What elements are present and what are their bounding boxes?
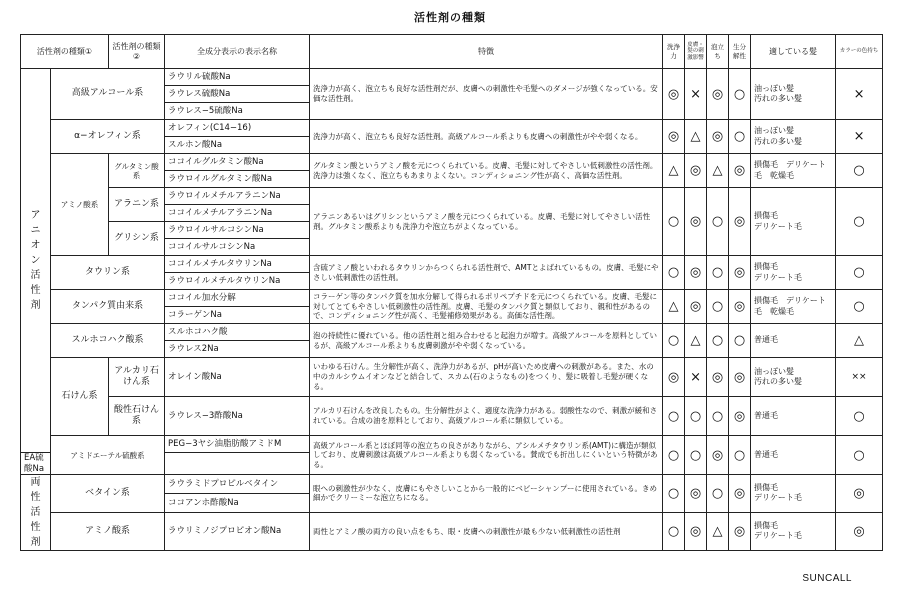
mark-biodegradability: ○ xyxy=(729,69,751,120)
mark-irritation: ◎ xyxy=(685,475,707,512)
mark-irritation: × xyxy=(685,358,707,397)
suited-hair: 損傷毛 デリケート毛 乾燥毛 xyxy=(751,290,836,324)
component-name: ラウレス−5硫酸Na xyxy=(165,103,310,120)
component-name: ラウレス硫酸Na xyxy=(165,86,310,103)
component-name: ココイルサルコシンNa xyxy=(165,239,310,256)
mark-detergency: △ xyxy=(663,154,685,188)
component-name: オレフィン(C14−16) xyxy=(165,120,310,137)
surfactant-table xyxy=(20,34,883,551)
component-name: ココイルグルタミン酸Na xyxy=(165,154,310,171)
header-foaming: 泡立ち xyxy=(707,35,729,69)
suited-hair xyxy=(751,69,836,120)
mark-color: × xyxy=(836,69,883,120)
feature-text: 高級アルコール系とほぼ同等の泡立ちの良さがありながら、アシルメチタウリン系(AMT)に構造が類似しており、皮膚刺激は高級アルコール系よりも弱くなっている。賛成でも折出しにくいという特徴がある。 xyxy=(310,436,663,475)
mark-biodegradability: ◎ xyxy=(729,290,751,324)
mark-foaming: ○ xyxy=(707,397,729,436)
component-name: オレイン酸Na xyxy=(165,358,310,397)
mark-foaming: ○ xyxy=(707,324,729,358)
mark-biodegradability: ○ xyxy=(729,120,751,154)
mark-irritation: ○ xyxy=(685,397,707,436)
feature-text: 両性とアミノ酸の両方の良い点をもち、眼・皮膚への刺激性が最も少ない低刺激性の活性剤 xyxy=(310,512,663,551)
group-name: 石けん系 xyxy=(51,358,109,436)
component-name: ラウラミドプロピルベタイン xyxy=(165,475,310,494)
table-row xyxy=(21,324,883,341)
anionic-label xyxy=(21,69,51,453)
table-row xyxy=(21,256,883,273)
component-name: PEG−3ヤシ油脂肪酸アミドM xyxy=(165,436,310,453)
table-row xyxy=(21,397,883,436)
component-name: ココイルメチルアラニンNa xyxy=(165,205,310,222)
header-type2: 活性剤の種類② xyxy=(109,35,165,69)
suited-line: 汚れの多い髪 xyxy=(754,94,803,103)
header-suited: 適している髪 xyxy=(751,35,836,69)
header-biodegradability: 生分解性 xyxy=(729,35,751,69)
suited-line: デリケート毛 xyxy=(754,221,802,231)
mark-detergency: ◎ xyxy=(663,120,685,154)
suited-line: 損傷毛 xyxy=(754,483,779,493)
mark-biodegradability: ○ xyxy=(729,436,751,475)
mark-color: ○ xyxy=(836,154,883,188)
component-name: EA硫酸Na xyxy=(21,453,51,475)
component-name: ラウレス−3酢酸Na xyxy=(165,397,310,436)
mark-irritation: △ xyxy=(685,120,707,154)
mark-foaming: ○ xyxy=(707,188,729,256)
suited-hair: 普通毛 xyxy=(751,397,836,436)
mark-detergency: ○ xyxy=(663,397,685,436)
mark-irritation: ◎ xyxy=(685,154,707,188)
suited-hair xyxy=(751,256,836,290)
group-name: アミノ酸系 xyxy=(51,154,109,256)
table-row xyxy=(21,120,883,137)
mark-irritation: ◎ xyxy=(685,188,707,256)
mark-detergency: ○ xyxy=(663,512,685,551)
mark-irritation: △ xyxy=(685,324,707,358)
suited-line: 汚れの多い髪 xyxy=(754,136,803,146)
mark-biodegradability: ◎ xyxy=(729,188,751,256)
mark-color: ○ xyxy=(836,290,883,324)
group-name: ベタイン系 xyxy=(51,475,165,512)
suited-hair: 普通毛 xyxy=(751,324,836,358)
table-row xyxy=(21,290,883,307)
feature-text: コラーゲン等のタンパク質を加水分解して得られるポリペプチドを元につくられている。皮膚、毛髪に対してとてもやさしい低刺激性の活性剤。皮膚、毛髪のタンパク質と類似しており、親和性があるので、コンディショニング性が高く、毛髪補修効果がある。高価な活性剤。 xyxy=(310,290,663,324)
mark-foaming: ○ xyxy=(707,256,729,290)
mark-detergency: ○ xyxy=(663,324,685,358)
suited-line: 損傷毛 xyxy=(754,211,779,221)
anionic-text: ア ニ オ ン 活 性 剤 xyxy=(30,210,41,311)
suited-line: 油っぽい髪 xyxy=(754,366,795,376)
amphoteric-label xyxy=(21,475,51,551)
mark-irritation: ○ xyxy=(685,436,707,475)
group-name: タウリン系 xyxy=(51,256,165,290)
page-title: 活性剤の種類 xyxy=(414,11,486,24)
component-name: ラウロイルメチルアラニンNa xyxy=(165,188,310,205)
mark-biodegradability: ◎ xyxy=(729,256,751,290)
component-name: スルホン酸Na xyxy=(165,137,310,154)
mark-foaming: ◎ xyxy=(707,69,729,120)
mark-color: ◎ xyxy=(836,512,883,551)
suited-line: 油っぽい髪 xyxy=(754,126,795,136)
suited-hair xyxy=(751,512,836,551)
suited-line: 汚れの多い髪 xyxy=(754,377,803,386)
subgroup-name: アラニン系 xyxy=(109,188,165,222)
mark-biodegradability: ◎ xyxy=(729,512,751,551)
subgroup-name: グリシン系 xyxy=(109,222,165,256)
table-row xyxy=(21,436,883,453)
component-name: ラウロイルグルタミン酸Na xyxy=(165,171,310,188)
mark-foaming: ○ xyxy=(707,290,729,324)
mark-foaming: △ xyxy=(707,154,729,188)
amphoteric-text: 両 性 活 性 剤 xyxy=(30,477,41,549)
suited-line: デリケート毛 xyxy=(754,272,802,282)
component-name: ココアンホ酢酸Na xyxy=(165,493,310,512)
suited-line: デリケート毛 xyxy=(754,531,802,541)
suited-line: 損傷毛 xyxy=(754,262,779,272)
component-name: ココイルメチルタウリンNa xyxy=(165,256,310,273)
mark-color: ○ xyxy=(836,188,883,256)
feature-text: アルカリ石けんを改良したもの。生分解性がよく、適度な洗浄力がある。弱酸性なので、刺激が緩和されている。合成の油を原料としており、高級アルコール系に類似している。 xyxy=(310,397,663,436)
mark-color: ○ xyxy=(836,436,883,475)
mark-foaming: ○ xyxy=(707,475,729,512)
mark-irritation: ◎ xyxy=(685,290,707,324)
suited-line: 損傷毛 xyxy=(754,521,779,531)
suited-hair xyxy=(751,358,836,397)
suited-hair xyxy=(751,120,836,154)
suited-hair xyxy=(751,475,836,512)
group-name: 高級アルコール系 xyxy=(51,69,165,120)
subgroup-name: グルタミン酸系 xyxy=(109,154,165,188)
feature-text: アラニンあるいはグリシンというアミノ酸を元につくられている。皮膚、毛髪に対してやさしい活性剤。グルタミン酸系よりも洗浄力や泡立ちがよくなっている。 xyxy=(310,188,663,256)
mark-color: ×× xyxy=(836,358,883,397)
group-name: α−オレフィン系 xyxy=(51,120,165,154)
suited-line: デリケート毛 xyxy=(754,493,802,503)
group-name: アミノ酸系 xyxy=(51,512,165,551)
brand-footer: SUNCALL xyxy=(802,573,852,584)
header-name: 全成分表示の表示名称 xyxy=(165,35,310,69)
feature-text: 含硫アミノ酸といわれるタウリンからつくられる活性剤で、AMTとよばれているもの。皮膚、毛髪にやさしい低刺激性の活性剤。 xyxy=(310,256,663,290)
component-name: ラウレス2Na xyxy=(165,341,310,358)
header-row xyxy=(21,35,883,69)
mark-foaming: △ xyxy=(707,512,729,551)
subgroup-name: 酸性石けん系 xyxy=(109,397,165,436)
component-name: ココイル加水分解 xyxy=(165,290,310,307)
mark-biodegradability: ◎ xyxy=(729,154,751,188)
feature-text: 泡の持続性に優れている。他の活性剤と組み合わせると起泡力が増す。高級アルコールを原料としているが、高級アルコール系よりも皮膚刺激がやや弱くなっている。 xyxy=(310,324,663,358)
group-name: アミドエーテル硫酸系 xyxy=(51,436,165,475)
suited-line: 油っぽい髪 xyxy=(754,83,795,93)
group-name: タンパク質由来系 xyxy=(51,290,165,324)
table-row xyxy=(21,154,883,171)
feature-text: 眼への刺激性が少なく、皮膚にもやさしいことから一般的にベビーシャンプーに使用されている。きめ細かでクリーミーな泡立ちになる。 xyxy=(310,475,663,512)
mark-biodegradability: ○ xyxy=(729,324,751,358)
table-row xyxy=(21,512,883,551)
mark-detergency: ○ xyxy=(663,256,685,290)
header-detergency: 洗浄力 xyxy=(663,35,685,69)
suited-hair: 普通毛 xyxy=(751,436,836,475)
mark-irritation: × xyxy=(685,69,707,120)
mark-irritation: ◎ xyxy=(685,256,707,290)
header-feature: 特徴 xyxy=(310,35,663,69)
table-row xyxy=(21,69,883,86)
mark-biodegradability: ◎ xyxy=(729,475,751,512)
component-name: ラウリル硫酸Na xyxy=(165,69,310,86)
mark-foaming: ◎ xyxy=(707,120,729,154)
group-name: スルホコハク酸系 xyxy=(51,324,165,358)
header-irritation: 皮膚・髪の刺激影響 xyxy=(685,35,707,69)
mark-detergency: △ xyxy=(663,290,685,324)
mark-color: ○ xyxy=(836,256,883,290)
mark-detergency: ◎ xyxy=(663,69,685,120)
mark-color: △ xyxy=(836,324,883,358)
subgroup-name: アルカリ石けん系 xyxy=(109,358,165,397)
component-name: スルホコハク酸 xyxy=(165,324,310,341)
feature-text: 洗浄力が高く、泡立ちも良好な活性剤だが、皮膚への刺激性や毛髪へのダメージが強くなっている。安価な活性剤。 xyxy=(310,69,663,120)
table-row xyxy=(21,358,883,397)
mark-color: ○ xyxy=(836,397,883,436)
mark-color: ◎ xyxy=(836,475,883,512)
mark-detergency: ○ xyxy=(663,188,685,256)
feature-text: グルタミン酸というアミノ酸を元につくられている。皮膚、毛髪に対してやさしい低刺激性の活性剤。洗浄力は強くなく、泡立ちもあまりよくない。コンディショニング性が高く、高価な活性剤。 xyxy=(310,154,663,188)
header-type1: 活性剤の種類① xyxy=(21,35,109,69)
feature-text: いわゆる石けん。生分解性が高く、洗浄力があるが、pHが高いため皮膚への刺激がある。また、水の中のカルシウムイオンなどと結合して、スカム(石のようなもの)をつくり、髪に吸着し毛髪が硬くなる。 xyxy=(310,358,663,397)
table-row xyxy=(21,188,883,205)
component-name: ラウロイルメチルタウリンNa xyxy=(165,273,310,290)
mark-detergency: ○ xyxy=(663,436,685,475)
component-name: ラウロイルサルコシンNa xyxy=(165,222,310,239)
suited-hair: 損傷毛 デリケート毛 乾燥毛 xyxy=(751,154,836,188)
header-color: カラーの色持ち xyxy=(836,35,883,69)
component-name: ラウリミノジプロピオン酸Na xyxy=(165,512,310,551)
table-row xyxy=(21,475,883,494)
component-name: コラーゲンNa xyxy=(165,307,310,324)
mark-irritation: ◎ xyxy=(685,512,707,551)
mark-detergency: ○ xyxy=(663,475,685,512)
feature-text: 洗浄力が高く、泡立ちも良好な活性剤。高級アルコール系よりも皮膚への刺激性がやや弱くなる。 xyxy=(310,120,663,154)
suited-hair xyxy=(751,188,836,256)
mark-biodegradability: ◎ xyxy=(729,358,751,397)
mark-foaming: ◎ xyxy=(707,358,729,397)
mark-foaming: ◎ xyxy=(707,436,729,475)
mark-color: × xyxy=(836,120,883,154)
mark-detergency: ◎ xyxy=(663,358,685,397)
mark-biodegradability: ◎ xyxy=(729,397,751,436)
